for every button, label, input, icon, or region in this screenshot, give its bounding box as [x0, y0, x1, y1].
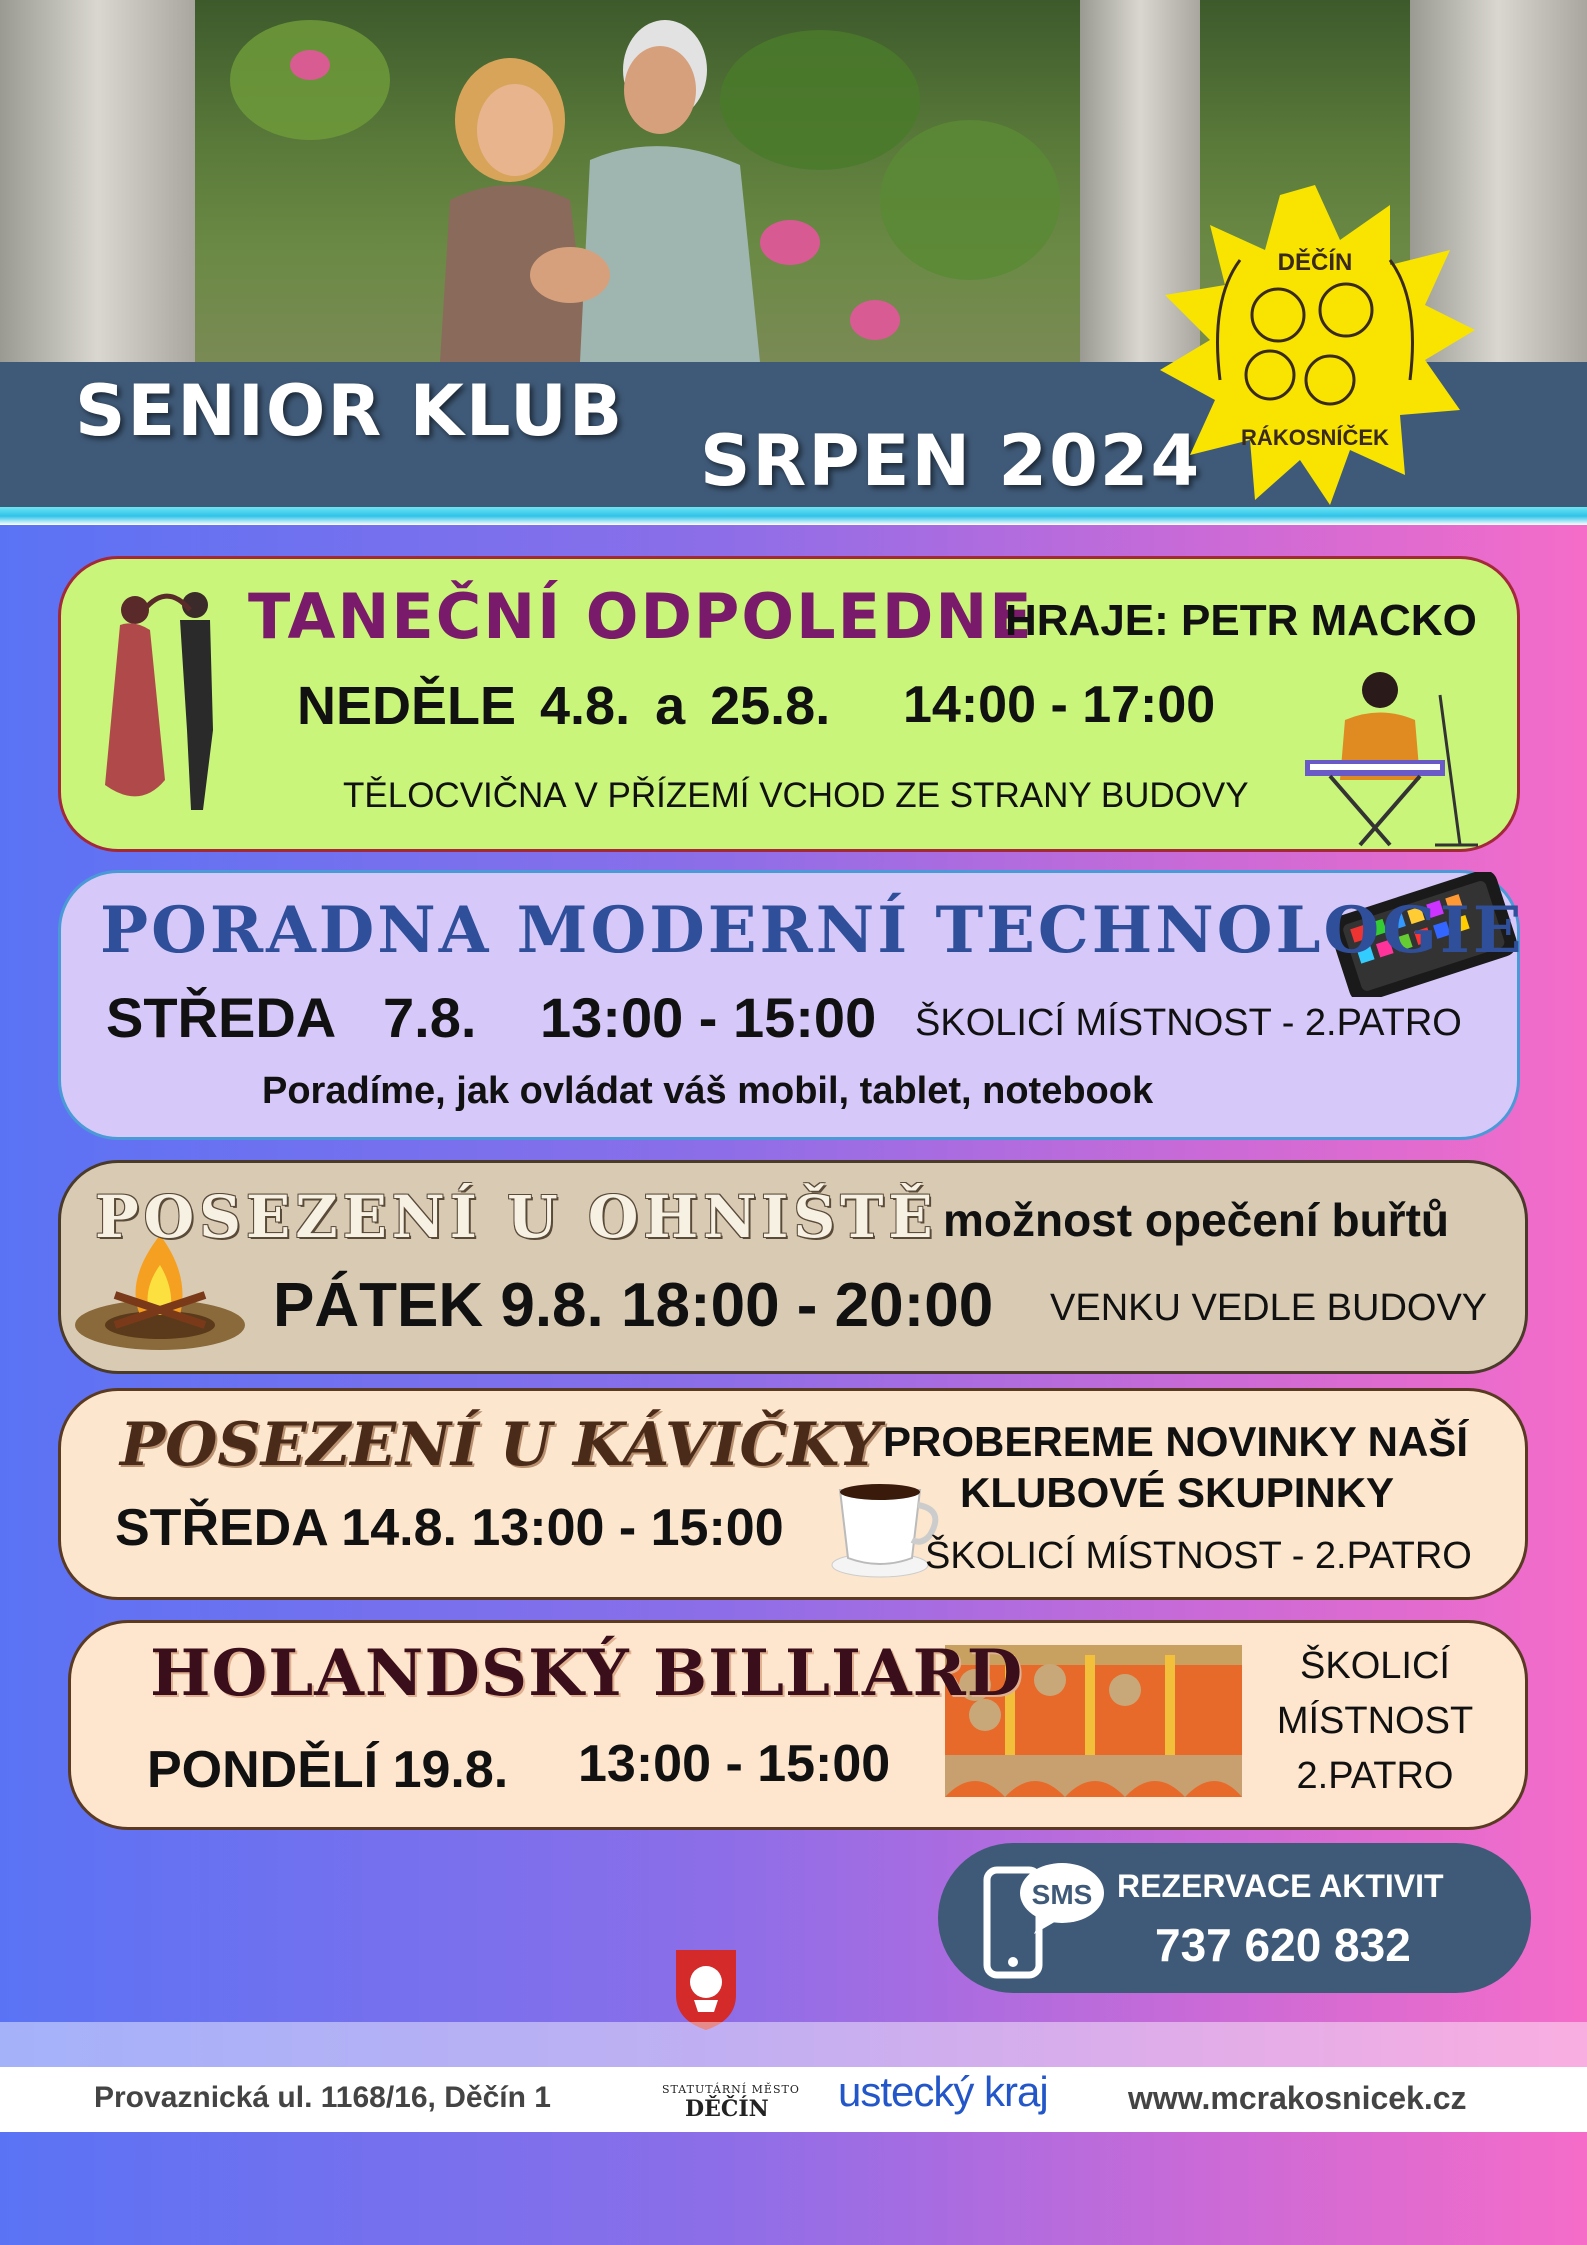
event-performer: HRAJE: PETR MACKO: [1005, 596, 1477, 645]
footer-region-logo: ustecký kraj: [838, 2068, 1048, 2115]
flowers: [850, 300, 900, 340]
event-description: Poradíme, jak ovládat váš mobil, tablet, notebook: [262, 1070, 1154, 1112]
event-time: 14:00 - 17:00: [903, 676, 1216, 734]
logo-text-top: DĚČÍN: [1277, 249, 1353, 276]
event-title: PORADNA MODERNÍ TECHNOLOGIE: [100, 893, 1525, 968]
event-day: NEDĚLE: [297, 676, 517, 736]
event-note-line1: PROBEREME NOVINKY NAŠÍ: [883, 1418, 1468, 1465]
logo-text-bottom: RÁKOSNÍČEK: [1241, 425, 1389, 450]
keyboard-player-icon: [1300, 660, 1480, 850]
footer-city-small: STATUTÁRNÍ MĚSTO: [662, 2083, 800, 2096]
event-note: možnost opečení buřtů: [943, 1194, 1449, 1246]
event-datetime: STŘEDA 14.8. 13:00 - 15:00: [115, 1499, 784, 1557]
event-place: VENKU VEDLE BUDOVY: [1050, 1287, 1488, 1329]
reservation-label: REZERVACE AKTIVIT: [1117, 1868, 1444, 1904]
reservation-phone: 737 620 832: [1155, 1919, 1411, 1971]
event-title: POSEZENÍ U KÁVIČKY: [120, 1410, 881, 1480]
event-place-line2: MÍSTNOST: [1276, 1700, 1474, 1742]
event-place: TĚLOCVIČNA V PŘÍZEMÍ VCHOD ZE STRANY BUDOVY: [343, 776, 1249, 815]
event-note-line2: KLUBOVÉ SKUPINKY: [960, 1469, 1395, 1516]
dancing-couple-icon: [95, 570, 235, 820]
footer-strip: [0, 2022, 1587, 2067]
page-month: SRPEN 2024: [700, 420, 1202, 502]
footer-website-link[interactable]: www.mcrakosnicek.cz: [1128, 2080, 1467, 2116]
event-datetime: PÁTEK 9.8. 18:00 - 20:00: [273, 1271, 994, 1340]
page-title: SENIOR KLUB: [75, 370, 625, 452]
pillar-left: [0, 0, 195, 362]
event-day-date: PONDĚLÍ 19.8.: [147, 1741, 509, 1799]
sms-badge-text: SMS: [1031, 1879, 1093, 1910]
event-title: HOLANDSKÝ BILLIARD: [150, 1636, 1024, 1711]
flowers: [290, 50, 330, 80]
event-day: STŘEDA: [106, 986, 337, 1049]
event-place-line3: 2.PATRO: [1296, 1755, 1454, 1797]
event-place: ŠKOLICÍ MÍSTNOST - 2.PATRO: [915, 1002, 1462, 1044]
rakosnicek-logo: [1150, 180, 1480, 510]
event-time: 13:00 - 15:00: [578, 1735, 891, 1793]
event-dates: 4.8. a 25.8.: [540, 676, 831, 736]
footer-address: Provaznická ul. 1168/16, Děčín 1: [94, 2081, 551, 2114]
foliage: [880, 120, 1060, 280]
footer-city: DĚČÍN: [685, 2096, 769, 2122]
event-place: ŠKOLICÍ MÍSTNOST - 2.PATRO: [925, 1535, 1472, 1577]
dancing-couple-image: [360, 0, 810, 362]
event-time: 13:00 - 15:00: [540, 986, 877, 1049]
sms-phone-icon: [982, 1858, 1107, 1983]
decin-coat-of-arms-icon: [676, 1950, 736, 2030]
event-place-line1: ŠKOLICÍ: [1300, 1645, 1450, 1687]
event-title: TANEČNÍ ODPOLEDNE: [248, 580, 1034, 653]
event-title: POSEZENÍ U OHNIŠTĚ: [95, 1183, 938, 1251]
event-date: 7.8.: [383, 986, 477, 1049]
